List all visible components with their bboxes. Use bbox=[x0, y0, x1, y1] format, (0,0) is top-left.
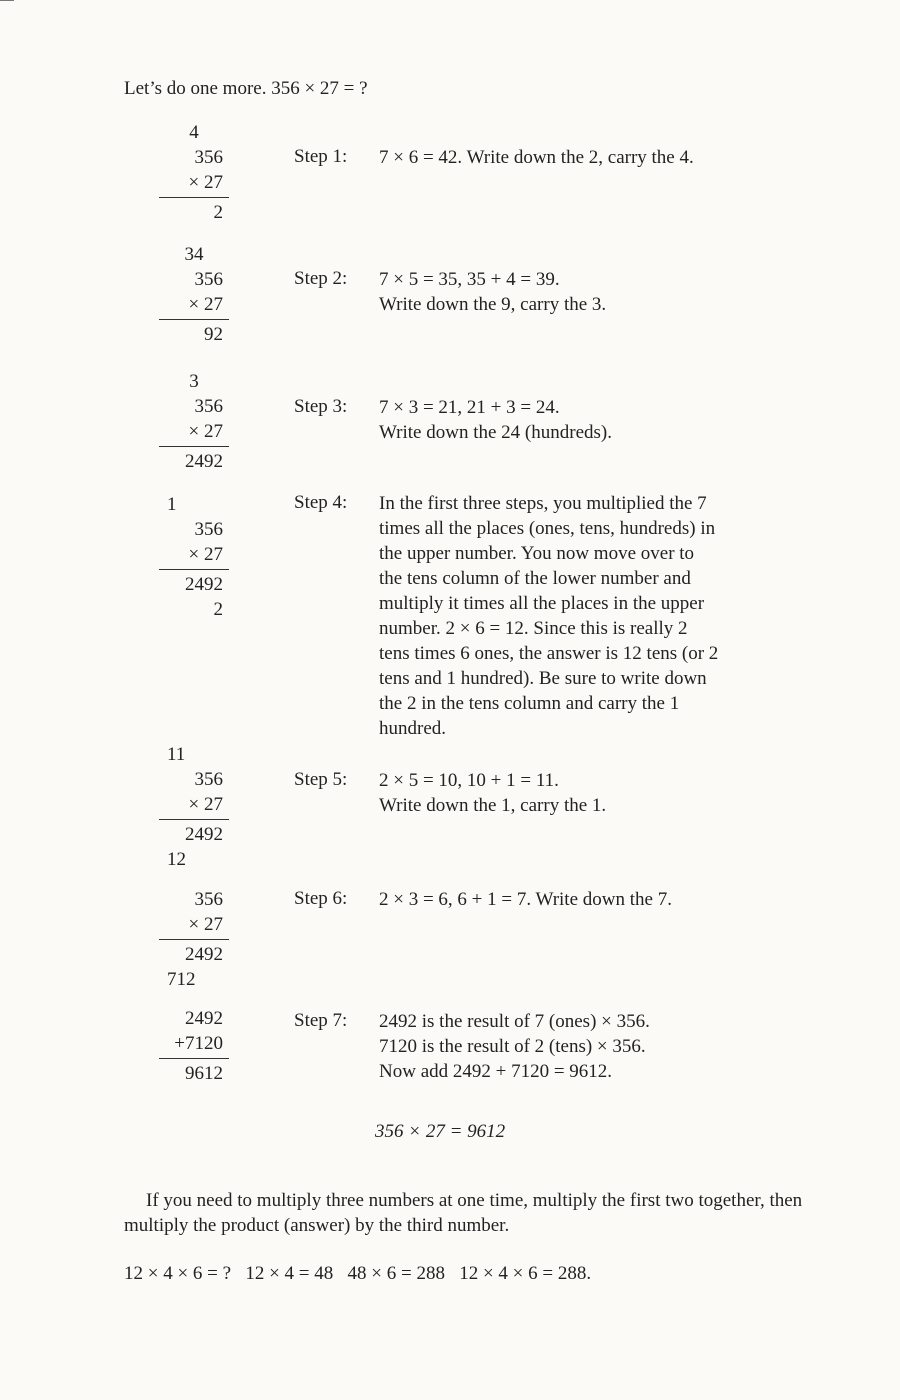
work-column-step-5 bbox=[165, 742, 223, 872]
final-answer: 356 × 27 = 9612 bbox=[375, 1121, 506, 1142]
step-line: 7 × 3 = 21, 21 + 3 = 24. bbox=[379, 397, 560, 418]
multiplier: × 27 bbox=[188, 294, 223, 315]
sum-rule bbox=[159, 197, 229, 198]
step-text-2 bbox=[379, 267, 819, 317]
multiplier: × 27 bbox=[188, 914, 223, 935]
partial-product: 92 bbox=[204, 324, 223, 345]
step-line: Write down the 1, carry the 1. bbox=[379, 795, 607, 816]
step-line: Write down the 24 (hundreds). bbox=[379, 422, 612, 443]
sum-result: 9612 bbox=[185, 1063, 223, 1084]
step-text-3 bbox=[379, 395, 819, 445]
work-column-step-2 bbox=[165, 242, 223, 347]
multiplier: × 27 bbox=[188, 172, 223, 193]
multiplier: × 27 bbox=[188, 421, 223, 442]
step-label-1: Step 1: bbox=[294, 146, 348, 167]
step-label-5: Step 5: bbox=[294, 769, 348, 790]
step-label-2: Step 2: bbox=[294, 268, 348, 289]
step-label-7: Step 7: bbox=[294, 1010, 348, 1031]
partial-product: 2492 bbox=[185, 944, 223, 965]
step-text-1 bbox=[379, 145, 819, 170]
step-line: 2492 is the result of 7 (ones) × 356. bbox=[379, 1011, 650, 1032]
step-text-7 bbox=[379, 1009, 819, 1084]
addend-top: 2492 bbox=[185, 1008, 223, 1029]
step-line: number. 2 × 6 = 12. Since this is really 2 bbox=[379, 618, 688, 639]
carry-digits: 34 bbox=[184, 244, 204, 265]
multiplicand: 356 bbox=[194, 396, 223, 417]
step-line: Now add 2492 + 7120 = 9612. bbox=[379, 1061, 613, 1082]
sum-rule bbox=[159, 446, 229, 447]
step-line: the upper number. You now move over to bbox=[379, 543, 695, 564]
work-column-step-4 bbox=[165, 492, 223, 622]
carry-digits: 4 bbox=[189, 122, 199, 143]
step-line: tens and 1 hundred). Be sure to write down bbox=[379, 668, 707, 689]
carry-digits: 3 bbox=[189, 371, 199, 392]
step-line: multiply it times all the places in the upper bbox=[379, 593, 705, 614]
step-label-3: Step 3: bbox=[294, 396, 348, 417]
multiplicand: 356 bbox=[194, 769, 223, 790]
multiplicand: 356 bbox=[194, 889, 223, 910]
step-line: 2 × 3 = 6, 6 + 1 = 7. Write down the 7. bbox=[379, 889, 672, 910]
multiplier: × 27 bbox=[188, 794, 223, 815]
scan-mark bbox=[0, 0, 14, 1]
multiplier: × 27 bbox=[188, 544, 223, 565]
partial-product: 2492 bbox=[185, 574, 223, 595]
worked-example: 12 × 4 × 6 = ? 12 × 4 = 48 48 × 6 = 288 12 × 4 × 6 = 288. bbox=[124, 1263, 592, 1284]
work-column-step-1 bbox=[165, 120, 223, 225]
step-line: the tens column of the lower number and bbox=[379, 568, 691, 589]
carry-digits: 11 bbox=[167, 744, 186, 765]
step-text-6 bbox=[379, 887, 819, 912]
step-line: In the first three steps, you multiplied the 7 bbox=[379, 493, 707, 514]
multiplicand: 356 bbox=[194, 147, 223, 168]
multiplicand: 356 bbox=[194, 269, 223, 290]
sum-rule bbox=[159, 819, 229, 820]
step-line: 7 × 5 = 35, 35 + 4 = 39. bbox=[379, 269, 560, 290]
partial-product: 12 bbox=[167, 849, 186, 870]
step-line: hundred. bbox=[379, 718, 447, 739]
partial-product: 2492 bbox=[185, 824, 223, 845]
step-line: 7120 is the result of 2 (tens) × 356. bbox=[379, 1036, 646, 1057]
sum-rule bbox=[159, 319, 229, 320]
sum-rule bbox=[159, 939, 229, 940]
step-text-5 bbox=[379, 768, 819, 818]
three-numbers-paragraph: If you need to multiply three numbers at one time, multiply the first two together, then multiply the product (answer) by the third number. bbox=[124, 1190, 803, 1236]
sum-rule bbox=[159, 1058, 229, 1059]
partial-product: 712 bbox=[167, 969, 196, 990]
partial-product: 2492 bbox=[185, 451, 223, 472]
step-line: tens times 6 ones, the answer is 12 tens (or 2 bbox=[379, 643, 719, 664]
work-column-step-7 bbox=[165, 1006, 223, 1086]
step-line: times all the places (ones, tens, hundreds) in bbox=[379, 518, 716, 539]
multiplicand: 356 bbox=[194, 519, 223, 540]
work-column-step-3 bbox=[165, 369, 223, 474]
step-text-4 bbox=[379, 491, 819, 741]
step-line: Write down the 9, carry the 3. bbox=[379, 294, 607, 315]
addend-bottom: +7120 bbox=[174, 1033, 223, 1054]
work-column-step-6 bbox=[165, 887, 223, 992]
intro-line: Let’s do one more. 356 × 27 = ? bbox=[124, 78, 368, 99]
carry-digits: 1 bbox=[167, 494, 177, 515]
sum-rule bbox=[159, 569, 229, 570]
step-line: the 2 in the tens column and carry the 1 bbox=[379, 693, 680, 714]
step-line: 7 × 6 = 42. Write down the 2, carry the 4. bbox=[379, 147, 694, 168]
partial-product: 2 bbox=[213, 202, 223, 223]
step-line: 2 × 5 = 10, 10 + 1 = 11. bbox=[379, 770, 559, 791]
partial-product: 2 bbox=[213, 599, 223, 620]
step-label-6: Step 6: bbox=[294, 888, 348, 909]
step-label-4: Step 4: bbox=[294, 492, 348, 513]
